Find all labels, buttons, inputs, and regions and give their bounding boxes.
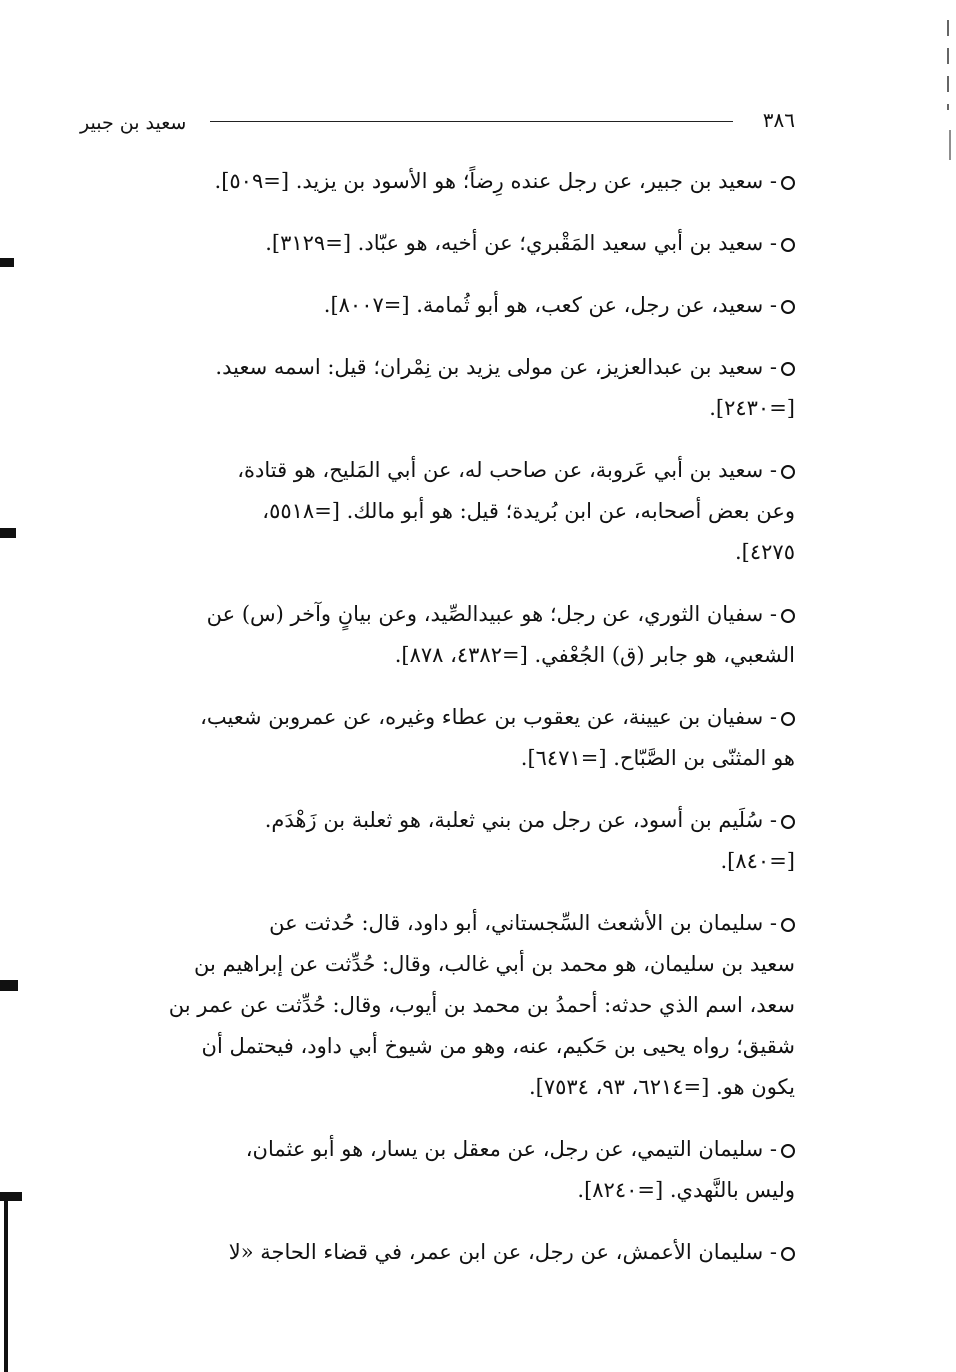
circle-bullet-icon	[781, 176, 795, 190]
entry-text: - سليمان الأعمش، عن رجل، عن ابن عمر، في قضاء الحاجة «لا	[228, 1240, 777, 1264]
circle-bullet-icon	[781, 1247, 795, 1261]
entry-list	[100, 140, 795, 1293]
circle-bullet-icon	[781, 300, 795, 314]
header-rule	[210, 121, 733, 122]
entry-text: - سعيد بن أبي عَروبة، عن صاحب له، عن أبي المَليح، هو قتادة، وعن بعض أصحابه، عن ابن بُريدة؛ قيل: هو أبو مالك. [=٥٥١٨، ٤٢٧٥].	[237, 458, 795, 564]
binding-mark	[0, 528, 16, 538]
entry-text: - سعيد بن عبدالعزيز، عن مولى يزيد بن نِمْران؛ قيل: اسمه سعيد. [=٢٤٣٠].	[215, 355, 795, 420]
entry-text: - سُلَيم بن أسود، عن رجل من بني ثعلبة، هو ثعلبة بن زَهْدَم. [=٨٤٠].	[264, 808, 795, 873]
page-number: ٣٨٦	[762, 108, 795, 132]
entry-item	[100, 903, 795, 1108]
circle-bullet-icon	[781, 1144, 795, 1158]
binding-mark	[4, 1196, 8, 1372]
circle-bullet-icon	[781, 362, 795, 376]
binding-mark	[0, 980, 18, 991]
entry-item	[100, 800, 795, 882]
running-title: سعيد بن جبير	[80, 112, 187, 134]
entry-text: - سفيان الثوري، عن رجل؛ هو عبيدالصِّيد، وعن بيانٍ وآخر (س) عن الشعبي، هو جابر (ق) الجُعْفي. [=٤٣٨٢، ٨٧٨].	[206, 602, 795, 667]
entry-text: - سعيد بن جبير، عن رجل عنده رِضاً؛ هو الأسود بن يزيد. [=٥٠٩].	[214, 169, 777, 193]
circle-bullet-icon	[781, 815, 795, 829]
entry-item	[100, 161, 795, 202]
entry-text: - سفيان بن عيينة، عن يعقوب بن عطاء وغيره، عن عمروبن شعيب، هو المثنّى بن الصَّبّاح. [=٦٤٧١].	[200, 705, 795, 770]
circle-bullet-icon	[781, 918, 795, 932]
entry-text: - سعيد، عن رجل، عن كعب، هو أبو ثُمامة. [=٨٠٠٧].	[323, 293, 777, 317]
circle-bullet-icon	[781, 238, 795, 252]
circle-bullet-icon	[781, 609, 795, 623]
entry-item	[100, 347, 795, 429]
entry-text: - سعيد بن أبي سعيد المَقْبري؛ عن أخيه، هو عبّاد. [=٣١٢٩].	[265, 231, 777, 255]
entry-text: - سليمان بن الأشعث السِّجستاني، أبو داود، قال: حُدثت عن سعيد بن سليمان، هو محمد بن أبي غالب، وقال: حُدِّثت عن إبراهيم بن سعد، اسم الذي حدثه: أحمدُ بن محمد بن أيوب، وقال: حُدِّثت عن عمر بن شقيق؛ رواه يحيى بن حَكيم، عنه، وهو من شيوخ أبي داود، فيحتمل أن يكون هو. [=٦٢١٤، ٩٣، ٧٥٣٤].	[168, 911, 795, 1099]
binding-mark	[0, 258, 14, 267]
entry-item	[100, 1129, 795, 1211]
entry-item	[100, 697, 795, 779]
entry-item	[100, 450, 795, 573]
circle-bullet-icon	[781, 465, 795, 479]
entry-item	[100, 223, 795, 264]
entry-item	[100, 1232, 795, 1273]
entry-item	[100, 285, 795, 326]
binding-mark	[0, 1192, 22, 1201]
circle-bullet-icon	[781, 712, 795, 726]
entry-item	[100, 594, 795, 676]
entry-text: - سليمان التيمي، عن رجل، عن معقل بن يسار، هو أبو عثمان، وليس بالنَّهدي. [=٨٢٤٠].	[245, 1137, 795, 1202]
page-header	[80, 108, 795, 138]
